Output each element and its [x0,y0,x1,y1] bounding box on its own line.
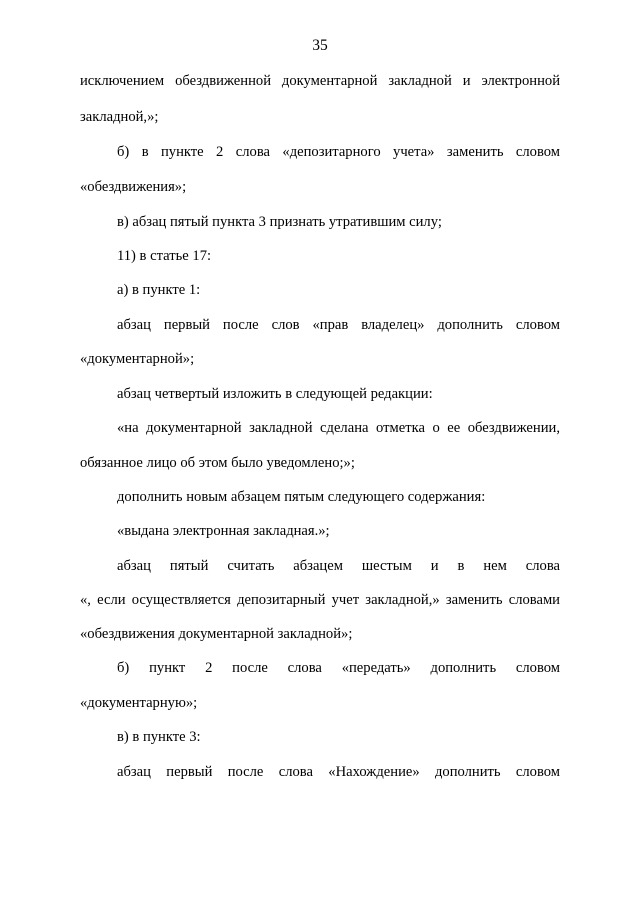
text-line: «выдана электронная закладная.»; [117,523,330,539]
text-line: в) в пункте 3: [117,729,201,745]
text-line: обязанное лицо об этом было уведомлено;»; [80,455,355,471]
text-line: абзац четвертый изложить в следующей редакции: [117,386,433,402]
text-line: «обездвижения»; [80,179,187,195]
text-line: абзац первый после слова «Нахождение» дополнить словом [117,764,560,780]
text-line: закладной,»; [80,109,159,125]
text-line: б) в пункте 2 слова «депозитарного учета» заменить словом [117,144,560,160]
text-line: а) в пункте 1: [117,282,201,298]
text-line: «документарной»; [80,351,195,367]
text-line: в) абзац пятый пункта 3 признать утратившим силу; [117,214,442,230]
text-line: абзац первый после слов «прав владелец» дополнить словом [117,317,560,333]
text-line: «на документарной закладной сделана отметка о ее обездвижении, [117,420,560,436]
text-line: абзац пятый считать абзацем шестым и в нем слова [117,558,560,574]
text-line: дополнить новым абзацем пятым следующего содержания: [117,489,486,505]
text-line: «обездвижения документарной закладной»; [80,626,353,642]
text-line: «документарную»; [80,695,198,711]
text-line: исключением обездвиженной документарной закладной и электронной [80,73,560,89]
text-line: «, если осуществляется депозитарный учет закладной,» заменить словами [80,592,560,608]
text-line: б) пункт 2 после слова «передать» дополнить словом [117,660,560,676]
text-line: 11) в статье 17: [117,248,212,264]
page-number: 35 [312,37,328,54]
